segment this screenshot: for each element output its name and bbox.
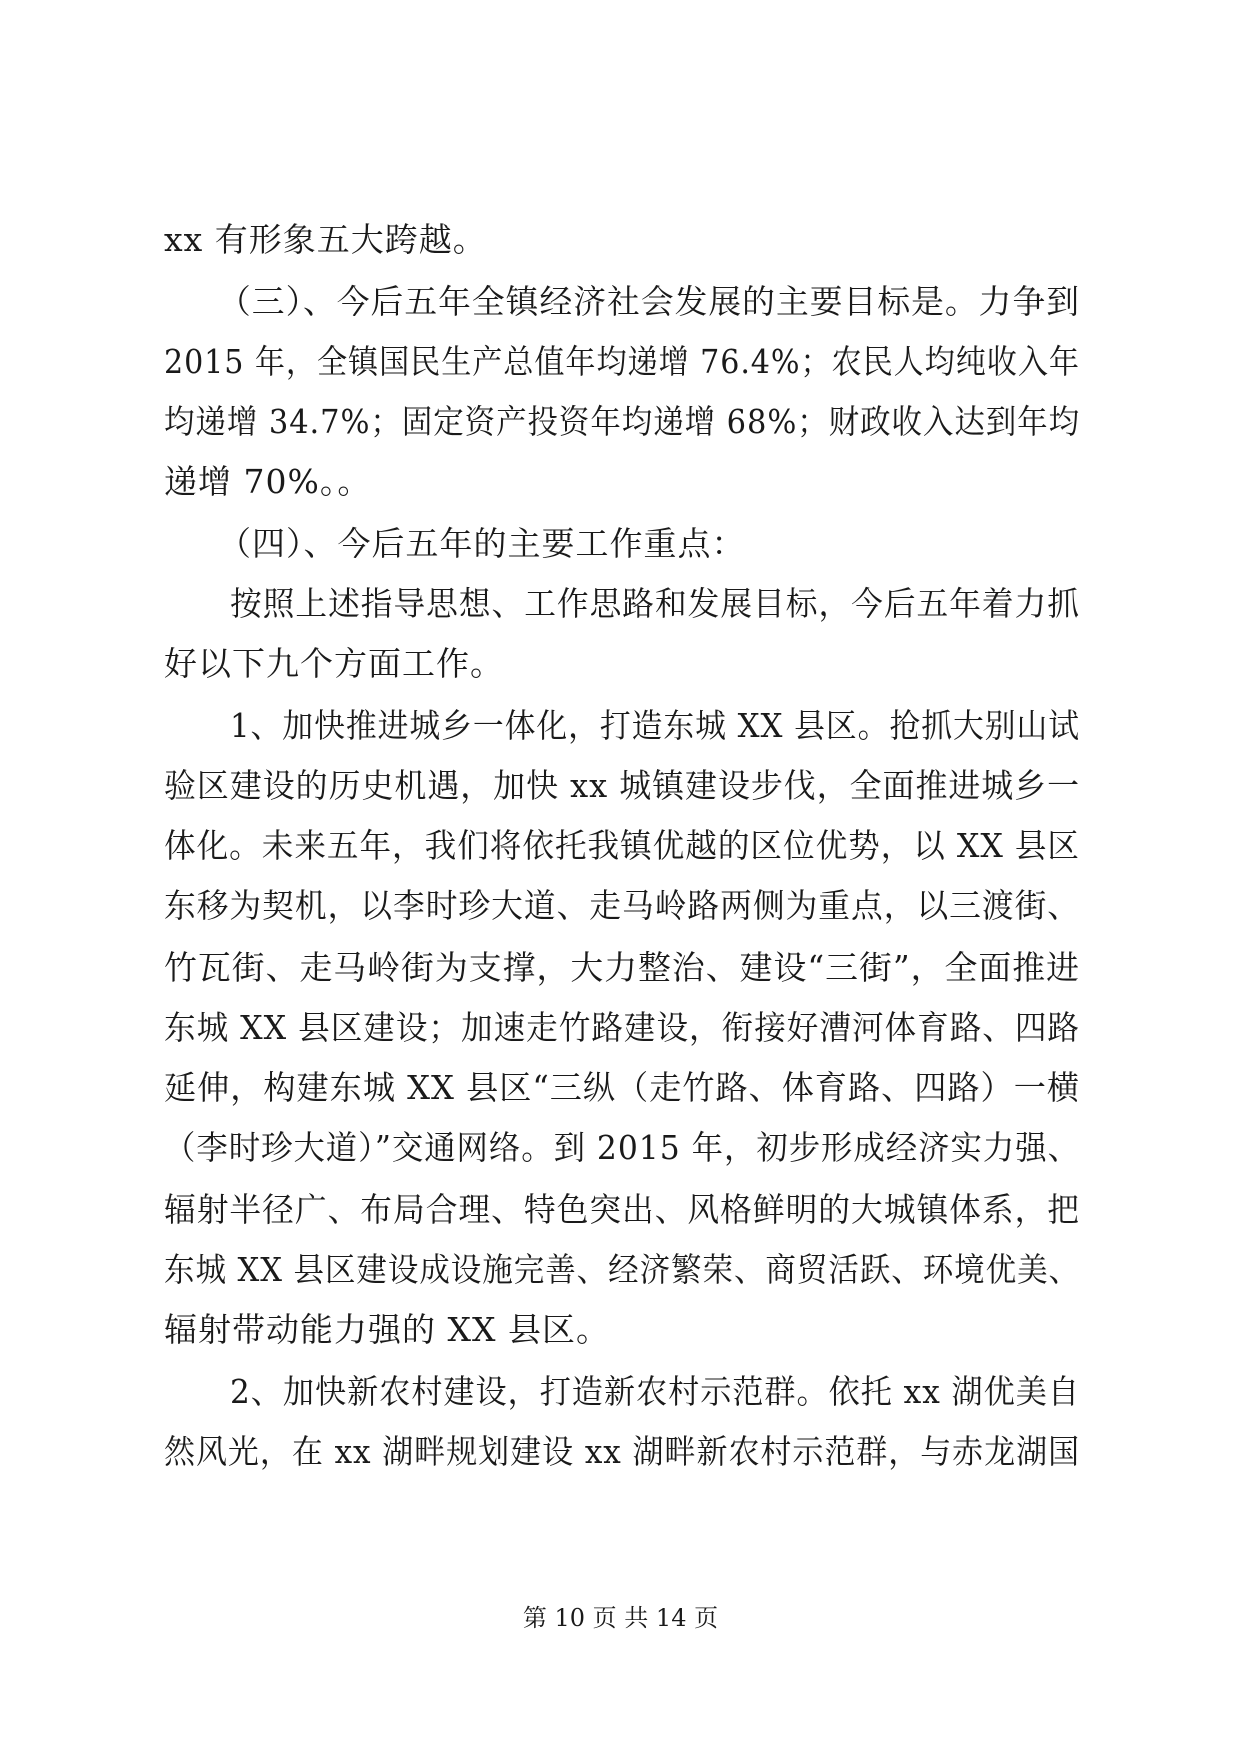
text-line: 辐射带动能力强的 XX 县区。 (164, 1310, 610, 1349)
text-line: 递增 70%。。 (164, 462, 372, 501)
text-line: （四）、今后五年的主要工作重点： (218, 524, 746, 563)
text-line: 好以下九个方面工作。 (164, 644, 504, 683)
text-line: 按照上述指导思想、工作思路和发展目标，今后五年着力抓 (230, 584, 1080, 623)
text-line: （三）、今后五年全镇经济社会发展的主要目标是。力争到 (218, 282, 1081, 321)
text-line: 均递增 34.7%；固定资产投资年均递增 68%；财政收入达到年均 (164, 402, 1081, 441)
text-line: 东移为契机，以李时珍大道、走马岭路两侧为重点，以三渡街、 (164, 886, 1081, 925)
text-line: 验区建设的历史机遇，加快 xx 城镇建设步伐，全面推进城乡一 (164, 766, 1081, 805)
text-line: xx 有形象五大跨越。 (164, 220, 487, 259)
page-number-footer: 第 10 页 共 14 页 (522, 1604, 719, 1632)
text-line: 辐射半径广、布局合理、特色突出、风格鲜明的大城镇体系，把 (164, 1190, 1081, 1229)
text-line: 体化。未来五年，我们将依托我镇优越的区位优势，以 XX 县区 (164, 826, 1081, 865)
text-line: 2、加快新农村建设，打造新农村示范群。依托 xx 湖优美自 (230, 1372, 1080, 1411)
text-line: （李时珍大道）”交通网络。到 2015 年，初步形成经济实力强、 (164, 1128, 1080, 1167)
text-line: 东城 XX 县区建设成设施完善、经济繁荣、商贸活跃、环境优美、 (164, 1250, 1081, 1289)
text-line: 2015 年，全镇国民生产总值年均递增 76.4%；农民人均纯收入年 (164, 342, 1080, 381)
text-line: 东城 XX 县区建设；加速走竹路建设，衔接好漕河体育路、四路 (164, 1008, 1081, 1047)
text-line: 延伸，构建东城 XX 县区“三纵（走竹路、体育路、四路）一横 (164, 1068, 1080, 1107)
text-line: 竹瓦街、走马岭街为支撑，大力整治、建设“三街”，全面推进 (164, 948, 1080, 987)
text-line: 然风光，在 xx 湖畔规划建设 xx 湖畔新农村示范群，与赤龙湖国 (164, 1432, 1081, 1471)
text-line: 1、加快推进城乡一体化，打造东城 XX 县区。抢抓大别山试 (230, 706, 1081, 745)
